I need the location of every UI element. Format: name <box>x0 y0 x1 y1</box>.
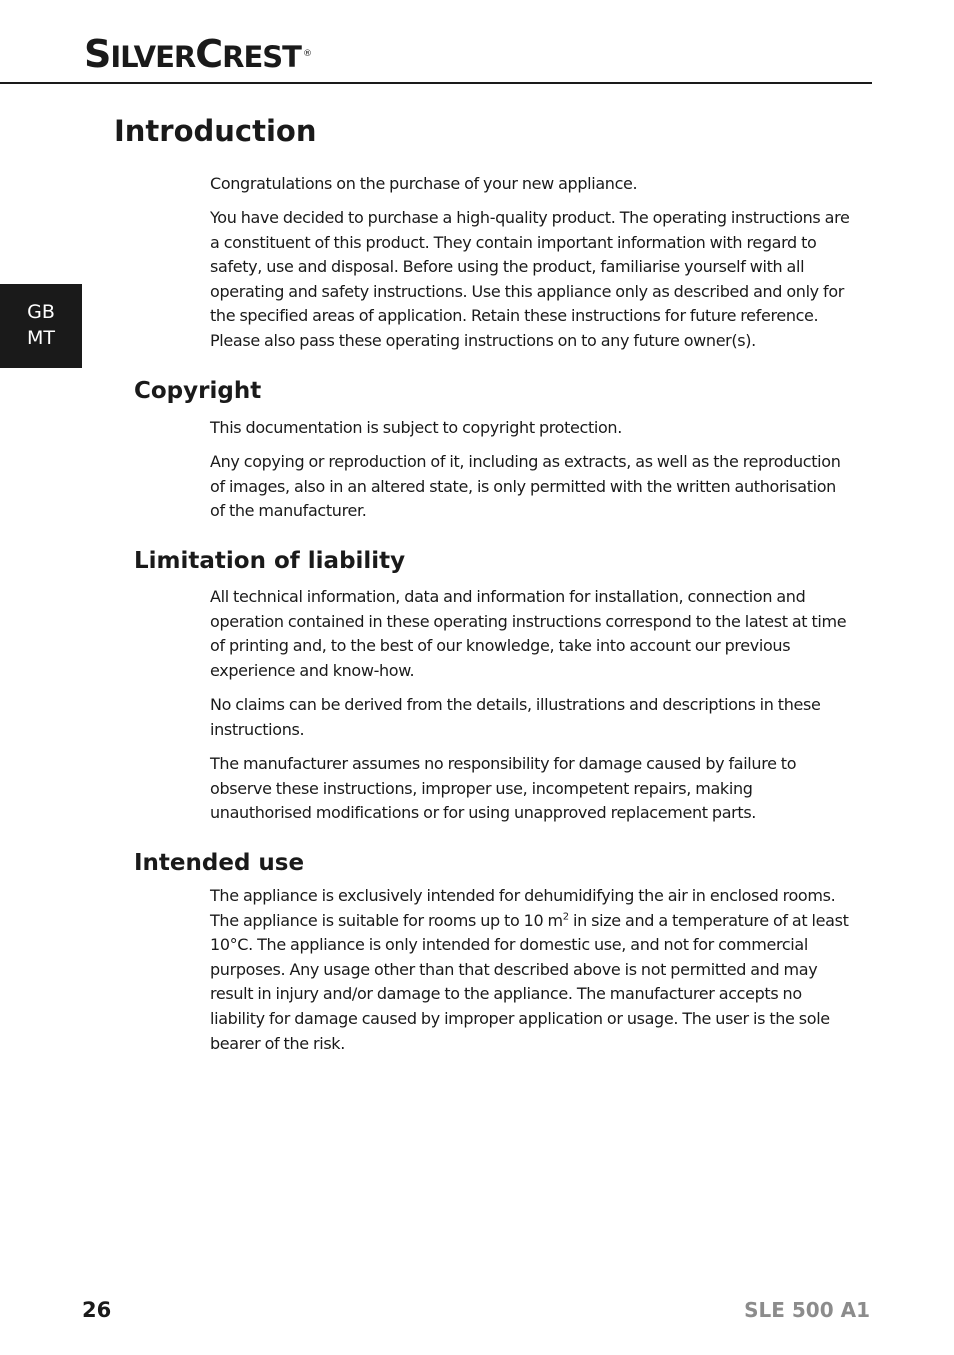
header-divider <box>0 82 872 84</box>
intended-use-text-part-1: The appliance is exclusively intended for dehumidifying the air in enclosed rooms. The appliance is suitable for rooms up to 10 m <box>210 886 836 930</box>
square-superscript: 2 <box>562 911 569 923</box>
logo-letter-c: C <box>195 32 223 76</box>
logo-letter-s: S <box>84 32 111 76</box>
liability-heading: Limitation of liability <box>134 548 406 574</box>
page-number: 26 <box>82 1298 112 1322</box>
liability-paragraph-2: No claims can be derived from the details, illustrations and descriptions in these instructions. <box>210 695 821 739</box>
copyright-paragraph-2: Any copying or reproduction of it, including as extracts, as well as the reproduction of images, also in an altered state, is only permitted with the written authorisation of the manufacturer. <box>210 452 841 521</box>
logo-text-ilver: ILVER <box>110 40 196 74</box>
brand-logo <box>84 34 312 77</box>
logo-text-rest: REST <box>222 40 301 74</box>
copyright-paragraph-1: This documentation is subject to copyright protection. <box>210 418 622 437</box>
language-code-mt: MT <box>27 327 55 349</box>
liability-paragraph-3: The manufacturer assumes no responsibility for damage caused by failure to observe these instructions, improper use, incompetent repairs, making unauthorised modifications or for using unapproved replacement parts. <box>210 754 797 823</box>
registered-mark: ® <box>302 49 312 59</box>
language-code-gb: GB <box>27 301 55 323</box>
introduction-paragraph-1: Congratulations on the purchase of your new appliance. <box>210 174 638 193</box>
copyright-heading: Copyright <box>134 378 262 404</box>
model-number: SLE 500 A1 <box>744 1298 870 1322</box>
introduction-paragraph-2: You have decided to purchase a high-quality product. The operating instructions are a constituent of this product. They contain important information with regard to safety, use and disposal. Before using the product, familiarise yourself with all operating and safety instructions. Use this appliance only as described and only for the specified areas of application. Retain these instructions for future reference. Please also pass these operating instructions on to any future owner(s). <box>210 208 850 350</box>
intended-use-text-part-2: in size and a temperature of at least 10°C. The appliance is only intended for domestic use, and not for commercial purposes. Any usage other than that described above is not permitted and may result in injury and/or damage to the appliance. The manufacturer accepts no liability for damage caused by improper application or usage. The user is the sole bearer of the risk. <box>210 910 849 1053</box>
liability-paragraph-1: All technical information, data and information for installation, connection and operation contained in these operating instructions correspond to the latest at time of printing and, to the best of our knowledge, take into account our previous experience and know-how. <box>210 587 847 680</box>
intended-use-heading: Intended use <box>134 850 305 876</box>
language-tab <box>0 284 82 368</box>
intended-use-paragraph <box>210 884 850 1056</box>
introduction-heading: Introduction <box>114 114 317 148</box>
